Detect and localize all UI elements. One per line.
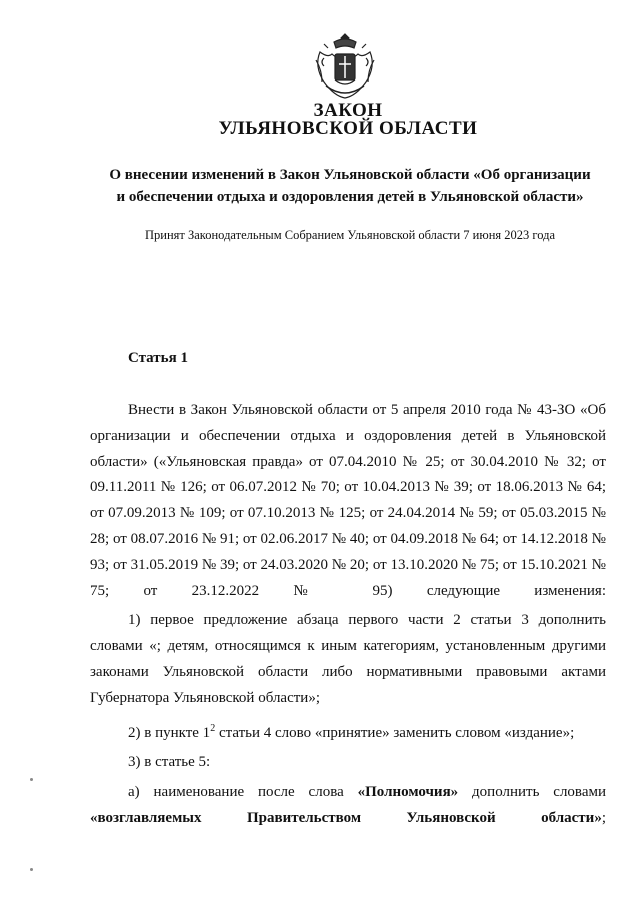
- item-1: 1) первое предложение абзаца первого части 2 статьи 3 дополнить словами «; детям, относящимся к иным категориям, установленным другими законами Ульяновской области либо нормативными правовыми актами Губернатора Ульяновской области»;: [90, 612, 606, 706]
- item-3: 3) в статье 5:: [128, 754, 211, 771]
- article-heading: Статья 1: [128, 350, 188, 366]
- law-title-line2: УЛЬЯНОВСКОЙ ОБЛАСТИ: [218, 118, 478, 139]
- item-3a: [90, 780, 606, 832]
- item-3a-bold1: «Полномочия»: [357, 784, 459, 801]
- law-title-line1: ЗАКОН: [313, 100, 383, 121]
- article-body: [90, 398, 606, 832]
- item-3a-mid: дополнить словами: [458, 784, 606, 801]
- subject-line1: О внесении изменений в Закон Ульяновской области «Об организации: [109, 167, 591, 183]
- coat-of-arms-icon: [312, 30, 378, 100]
- item-2-end: статьи 4 слово «принятие» заменить словом «издание»;: [215, 724, 575, 741]
- intro-paragraph: Внести в Закон Ульяновской области от 5 апреля 2010 года № 43-ЗО «Об организации и обеспечении отдыха и оздоровления детей в Ульяновской области» («Ульяновская правда» от 07.04.2010 № 25; от 30.04.2010 № 32; от 09.11.2011 № 126; от 06.07.2012 № 70; от 10.04.2013 № 39; от 18.06.2013 № 64; от 07.09.2013 № 109; от 07.10.2013 № 125; от 24.04.2014 № 59; от 05.03.2015 № 28; от 08.07.2016 № 91; от 02.06.2017 № 40; от 04.09.2018 № 64; от 14.12.2018 № 93; от 31.05.2019 № 39; от 24.03.2020 № 20; от 13.10.2020 № 75; от 15.10.2021 № 75; от 23.12.2022 № 95) следующие изменения:: [90, 402, 606, 599]
- item-2: [90, 716, 606, 747]
- item-3a-bold2: «возглавляемых Правительством Ульяновской области»: [90, 809, 602, 826]
- scan-mark: [30, 868, 33, 871]
- item-3a-start: а) наименование после слова: [128, 784, 358, 801]
- item-2-superscript: 2: [210, 722, 216, 734]
- adoption-note: Принят Законодательным Собранием Ульяновской области 7 июня 2023 года: [145, 228, 555, 242]
- subject-line2: и обеспечении отдыха и оздоровления детей в Ульяновской области»: [116, 189, 584, 205]
- item-2-start: 2) в пункте 1: [128, 724, 211, 741]
- item-3a-end: ;: [601, 809, 606, 826]
- scan-mark: [30, 778, 33, 781]
- law-subject: [60, 164, 640, 208]
